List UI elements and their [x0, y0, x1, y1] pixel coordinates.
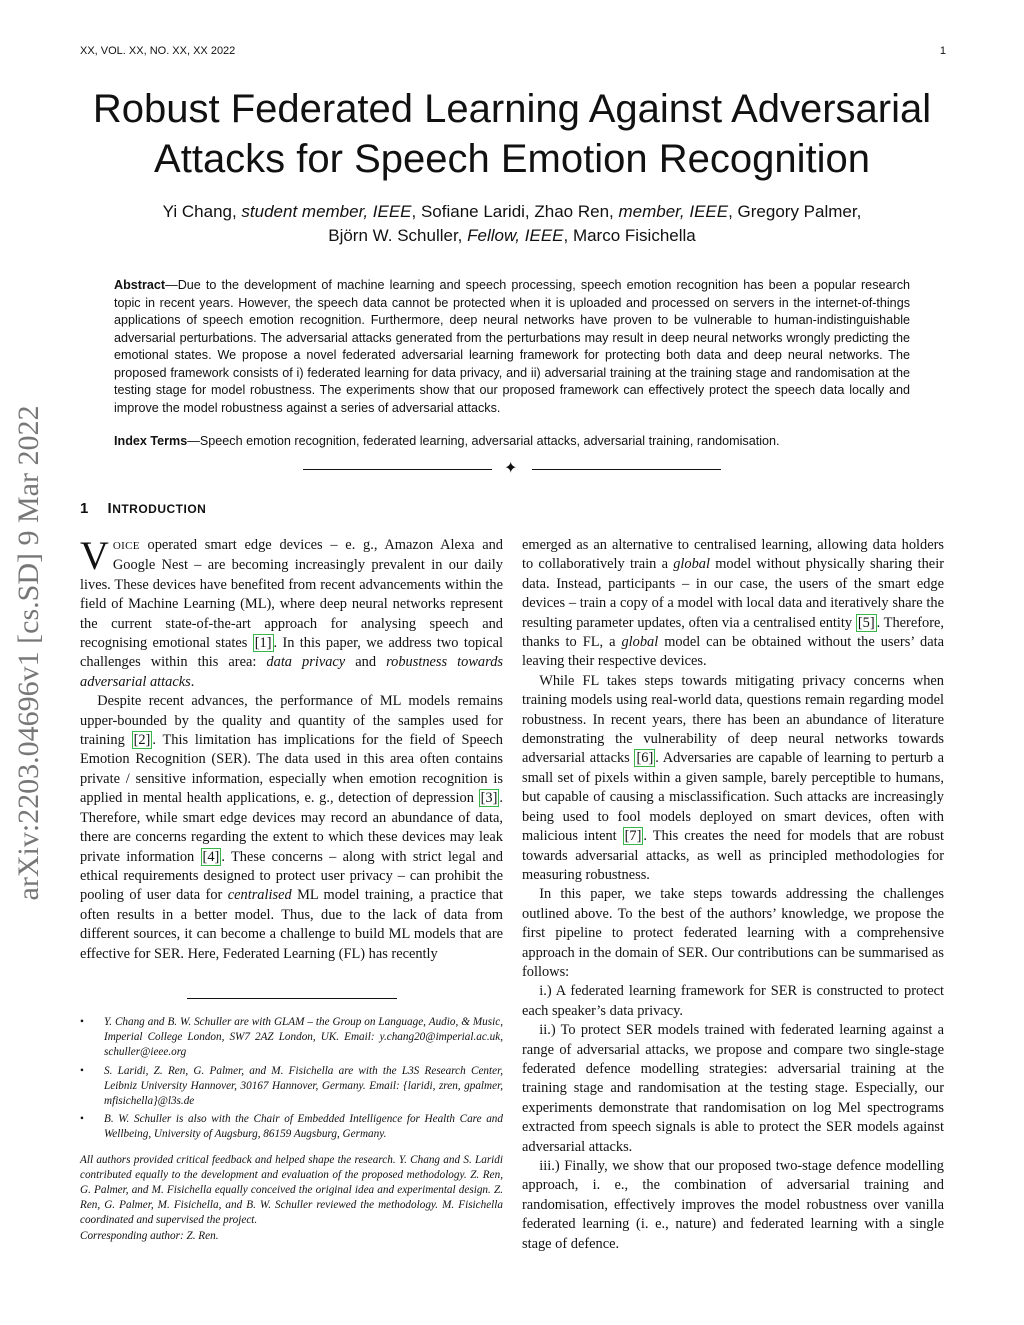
paragraph-text: .	[190, 673, 195, 690]
dropcap: V	[80, 533, 109, 578]
author-line-2	[90, 224, 934, 248]
paragraph	[80, 533, 503, 692]
bullet-icon: •	[80, 1064, 84, 1077]
affiliation-text: S. Laridi, Z. Ren, G. Palmer, and M. Fisichella are with the L3S Research Center, Leibniz University Hannover, 30167 Hannover, Germany. Email: {laridi, zren, gpalmer, mfisichella}@l3s.de	[104, 1064, 503, 1108]
paragraph	[522, 672, 944, 885]
author-text: , Sofiane Laridi, Zhao Ren,	[411, 202, 619, 221]
citation-link[interactable]: [6]	[636, 750, 654, 767]
paragraph-text: ML model training, a practice that often results in a better model. Thus, due to the lack of data from different sources, it can become a challenge to build ML models that are effective for SER. Here, Federated Learning (FL) has recently	[80, 887, 504, 962]
author-text: Björn W. Schuller,	[328, 226, 468, 245]
abstract-label: Abstract	[114, 278, 166, 292]
affiliation-item	[80, 1064, 503, 1110]
paragraph	[80, 692, 503, 964]
title-line-1: Robust Federated Learning Against Adversarial	[92, 87, 932, 131]
author-text: , Marco Fisichella	[563, 226, 696, 245]
paragraph-text: emerged as an alternative to centralised learning, allowing data holders to collaboratively train a	[522, 537, 944, 573]
paragraph-text: and	[345, 654, 387, 671]
emphasis: global	[621, 634, 659, 651]
left-column	[80, 533, 504, 964]
paragraph-text: . Therefore, thanks to FL, a	[522, 614, 944, 651]
author-list	[90, 200, 934, 248]
author-role: member, IEEE	[618, 202, 729, 221]
abstract	[114, 277, 910, 417]
contribution-item: iii.) Finally, we show that our proposed two-stage defence modelling approach, i. e., the combination of adversarial training and randomisation, effectively improves the model robustness over vanilla federated learning (i. e., nature) and federated learning with a single stage of defence.	[522, 1158, 944, 1252]
contributions-note: All authors provided critical feedback and helped shape the research. Y. Chang and S. Laridi contributed equally to the development and evaluation of the proposed methodology. Z. Ren, G. Palmer, and M. Fisichella equally conceived the original idea and experimental design. Z. Ren, G. Palmer, M. Fisichella, and B. W. Schuller reviewed the methodology. M. Fisichella coordinated and supervised the project.	[80, 1153, 503, 1227]
affiliation-text: Y. Chang and B. W. Schuller are with GLAM – the Group on Language, Audio, & Music, Imperial College London, SW7 2AZ London, UK. Email: y.chang20@imperial.ac.uk, schuller@ieee.org	[104, 1016, 503, 1059]
separator-diamond-icon: ✦	[504, 460, 518, 477]
page-number: 1	[939, 45, 946, 57]
abstract-text: —Due to the development of machine learning and speech processing, speech emotion recognition has been a popular research topic in recent years. However, the speech data cannot be protected when it is uploaded and processed on servers in the internet-of-things applications of speech emotion recognition. Furthermore, deep neural networks have proven to be vulnerable to human-indistinguishable adversarial perturbations. The adversarial attacks generated from the perturbations may result in deep neural networks wrongly predicting the emotional states. We propose a novel federated adversarial learning framework for protecting both data and deep neural networks. The proposed framework consists of i) federated learning for data privacy, and ii) adversarial training at the training stage and randomisation at the testing stage for model robustness. The experiments show that our proposed framework can effectively protect the speech data locally and improve the model robustness against a series of adversarial attacks.	[114, 278, 910, 415]
paragraph	[522, 536, 944, 672]
author-role: student member, IEEE	[241, 202, 412, 221]
citation-link[interactable]: [3]	[480, 790, 498, 807]
contribution-item: ii.) To protect SER models trained with federated learning against a range of adversarial attacks, we propose and compare two single-stage federated defence modelling strategies: adversarial training at the training stage and randomisation at the testing stage. Especially, our experiments demonstrate that randomisation on log Mel spectrograms extracted from speech signals is able to protect the SER models against adversarial attacks.	[522, 1022, 944, 1155]
paragraph-text: . These concerns – along with strict legal and ethical requirements designed to protect user privacy – can prohibit the pooling of user data for	[80, 848, 504, 904]
emphasis: centralised	[227, 887, 292, 904]
emphasis: robustness towards adversarial attacks	[80, 654, 503, 690]
citation-link[interactable]: [5]	[857, 614, 875, 631]
author-text: , Gregory Palmer,	[728, 202, 862, 221]
index-terms-label: Index Terms	[114, 434, 188, 448]
paragraph-text: . Adversaries are capable of learning to perturb a small set of pixels within a given sample, barely perceptible to humans, but capable of causing a misclassification. Such attacks are increasingly being used to fool models deployed on smart devices, often with malicious intent	[522, 750, 944, 845]
paragraph-text: . In this paper, we address two topical challenges within this area:	[80, 635, 503, 671]
citation-link[interactable]: [1]	[254, 635, 272, 652]
paragraph-text: Despite recent advances, the performance of ML models remains upper-bounded by the quality and quantity of the samples used for training	[80, 693, 503, 749]
author-text: Yi Chang,	[162, 202, 242, 221]
citation-link[interactable]: [4]	[202, 848, 220, 865]
paragraph-text: model can be obtained without the users’ data leaving their respective devices.	[522, 634, 944, 670]
arxiv-stamp: arXiv:2203.04696v1 [cs.SD] 9 Mar 2022	[12, 405, 45, 901]
emphasis: data privacy	[266, 654, 346, 671]
bullet-icon: •	[80, 1113, 84, 1126]
author-role: Fellow, IEEE	[467, 226, 564, 245]
author-line-1	[90, 200, 934, 224]
footnotes	[80, 1015, 503, 1244]
index-terms	[114, 433, 910, 451]
affiliation-item	[80, 1112, 503, 1142]
affiliation-list	[80, 1015, 503, 1143]
running-header: XX, VOL. XX, NO. XX, XX 2022	[80, 45, 236, 57]
corresponding-author: Corresponding author: Z. Ren.	[80, 1229, 219, 1242]
affiliation-item	[80, 1015, 503, 1061]
right-column	[522, 536, 944, 1254]
index-terms-text: —Speech emotion recognition, federated learning, adversarial attacks, adversarial training, randomisation.	[187, 434, 780, 448]
bullet-icon: •	[80, 1016, 84, 1028]
separator-rule-left	[303, 469, 492, 470]
smallcaps-text: OICE	[112, 540, 140, 552]
contribution-item: i.) A federated learning framework for SER is constructed to protect each speaker’s data privacy.	[522, 983, 944, 1019]
section-number: 1	[80, 500, 89, 517]
paragraph-text: . This creates the need for models that are robust towards adversarial attacks, as well as principled methodologies for measuring robustness.	[522, 828, 944, 883]
emphasis: global	[673, 556, 710, 573]
paper-title	[60, 84, 964, 184]
paragraph-text: operated smart edge devices – e. g., Amazon Alexa and Google Nest – are becoming increasingly prevalent in our daily lives. These devices have benefited from recent advancements within the field of Machine Learning (ML), where deep neural networks represent the current state-of-the-art approach for analysing speech and recognising emotional states	[80, 537, 503, 652]
paragraph-text: . This limitation has implications for the field of Speech Emotion Recognition (SER). The data used in this area often contains private / sensitive information, especially when emotion recognition is applied in mental health applications, e. g., detection of depression	[80, 732, 503, 807]
paragraph-text: . Therefore, while smart edge devices may record an abundance of data, there are concerns regarding the extent to which these devices may leak private information	[80, 790, 503, 865]
footnote-rule	[187, 998, 397, 999]
affiliation-text: B. W. Schuller is also with the Chair of Embedded Intelligence for Health Care and Wellbeing, University of Augsburg, 86159 Augsburg, Germany.	[104, 1113, 503, 1141]
separator-rule-right	[532, 469, 721, 470]
paragraph-text: model without physically sharing their data. Instead, participants – in our case, the users of the smart edge devices – train a copy of a model with local data and iteratively share the resulting parameter updates, often via a centralised entity	[522, 556, 944, 631]
section-heading	[80, 500, 206, 517]
paragraph-text: While FL takes steps towards mitigating privacy concerns when training models using real-world data, questions remain regarding model robustness. In recent years, there has been an abundance of literature demonstrating the vulnerability of deep neural networks towards adversarial attacks	[522, 672, 944, 767]
section-title-first-letter: I	[107, 500, 113, 517]
citation-link[interactable]: [7]	[624, 828, 642, 845]
title-line-2: Attacks for Speech Emotion Recognition	[154, 137, 870, 181]
section-title-rest: NTRODUCTION	[112, 502, 207, 516]
paragraph: In this paper, we take steps towards addressing the challenges outlined above. To the best of the authors’ knowledge, we propose the first pipeline to protect federated learning with a comprehensive approach in the domain of SER. Our contributions can be summarised as follows:	[522, 886, 944, 980]
citation-link[interactable]: [2]	[133, 732, 151, 749]
